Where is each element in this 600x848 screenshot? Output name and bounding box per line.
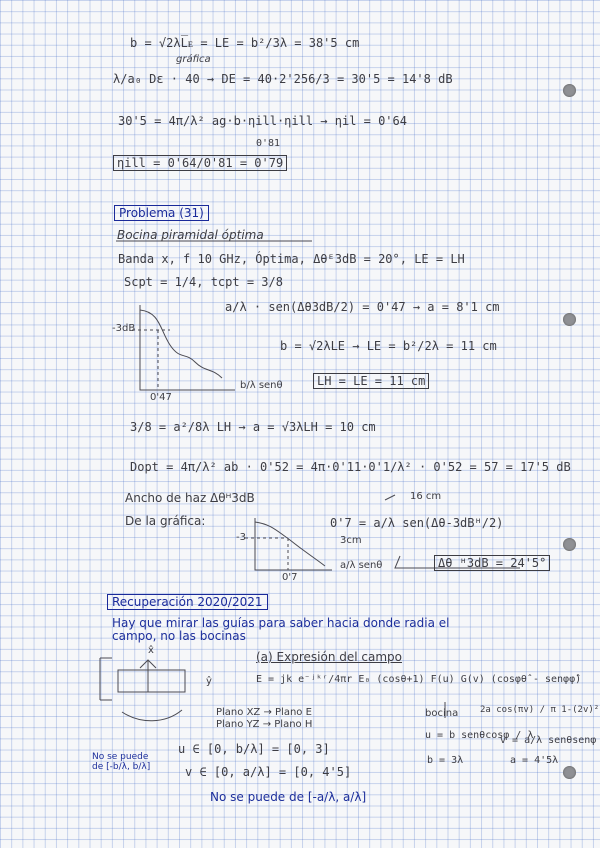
equation-note: gráfica [176, 54, 211, 65]
v-range-note: No se puede de [-a/λ, a/λ] [210, 790, 367, 804]
equation-line-4: ηill = 0'64/0'81 = 0'79 [114, 156, 286, 170]
problem-statement: Banda x, f 10 GHz, Óptima, Δθᴱ3dB = 20°, LE = LH [118, 252, 465, 266]
graph2-dashed [245, 538, 288, 570]
v-range: v ∈ [0, a/λ] = [0, 4'5] [185, 765, 352, 779]
beamwidth-note: 16 cm [410, 491, 442, 502]
g-expression: 2a cos(πv) / π 1-(2v)² [480, 705, 600, 715]
problem-topic: Bocina piramidal óptima [117, 228, 264, 242]
equation-note-2: 0'81 [256, 138, 281, 149]
given-values: Scpt = 1/4, tcpt = 3/8 [124, 275, 283, 289]
equation-lh: LH = LE = 11 cm [314, 374, 428, 388]
horn-diagram [100, 658, 185, 700]
problem-header: Problema (31) [114, 205, 209, 221]
beam-note: 3cm [340, 535, 362, 546]
plane-h-note: Plano YZ → Plano H [216, 719, 313, 730]
equation-line-2: λ/a₀ Dε · 40 → DE = 40·2'256/3 = 30'5 = 14'8 dB [113, 72, 453, 86]
equation-a2: 3/8 = a²/8λ LH → a = √3λLH = 10 cm [130, 420, 376, 434]
axis-x-label: x̂ [148, 645, 154, 656]
equation-a: a/λ · sen(Δθ3dB/2) = 0'47 → a = 8'1 cm [225, 300, 500, 314]
equation-line-3: 30'5 = 4π/λ² ag·b·ηill·ηill → ηil = 0'64 [118, 114, 407, 128]
horn-axis-arc [122, 710, 182, 721]
axis-y-label: ŷ [206, 676, 212, 687]
section-header: Recuperación 2020/2021 [107, 594, 268, 610]
equation-line-1: b = √2λL̅ᴇ = LE = b²/3λ = 38'5 cm [130, 36, 360, 50]
bocina-label: bocina [425, 708, 459, 719]
graph1-y-label: -3dB [112, 323, 136, 334]
beamwidth-result: Δθ ᴴ3dB = 24'5° [435, 556, 549, 570]
u-range-note: No se puede de [-b/λ, b/λ] [92, 752, 151, 772]
graph2-curve [255, 522, 325, 566]
equation-beam: 0'7 = a/λ sen(Δθ-3dBᴴ/2) [330, 516, 504, 530]
beamwidth-label: Ancho de haz Δθᴴ3dB [125, 491, 255, 505]
a-value: a = 4'5λ [510, 755, 559, 766]
horn-sketch-arrow [385, 495, 395, 500]
part-a-title: (a) Expresión del campo [256, 650, 402, 664]
b-value: b = 3λ [427, 755, 464, 766]
u-definition: u = b senθcosφ / λ [425, 730, 534, 741]
graph1-axis-label: b/λ senθ [240, 380, 283, 391]
graph1-x-label: 0'47 [150, 392, 172, 403]
note-line-1: Hay que mirar las guías para saber hacia donde radia el [112, 616, 450, 630]
from-graph-label: De la gráfica: [125, 514, 206, 528]
graph2-axis-label: a/λ senθ [340, 560, 383, 571]
field-expression: E = jk e⁻ʲᵏʳ/4πr E₀ (cosθ+1) F(u) G(v) (cosφθ̂ - senφφ̂) [256, 674, 582, 685]
graph1-dashed [132, 330, 170, 390]
equation-b: b = √2λLE → LE = b²/2λ = 11 cm [280, 339, 497, 353]
v-definition: v = a/λ senθsenφ [500, 735, 597, 746]
u-range: u ∈ [0, b/λ] = [0, 3] [178, 742, 330, 756]
graph1-curve [140, 310, 222, 378]
note-line-2: campo, no las bocinas [112, 629, 246, 643]
graph2-x-label: 0'7 [282, 572, 298, 583]
graph2-y-label: -3 [236, 532, 246, 543]
equation-dopt: Dopt = 4π/λ² ab · 0'52 = 4π·0'11·0'1/λ² · 0'52 = 57 = 17'5 dB [130, 460, 571, 474]
plane-e-note: Plano XZ → Plano E [216, 707, 312, 718]
